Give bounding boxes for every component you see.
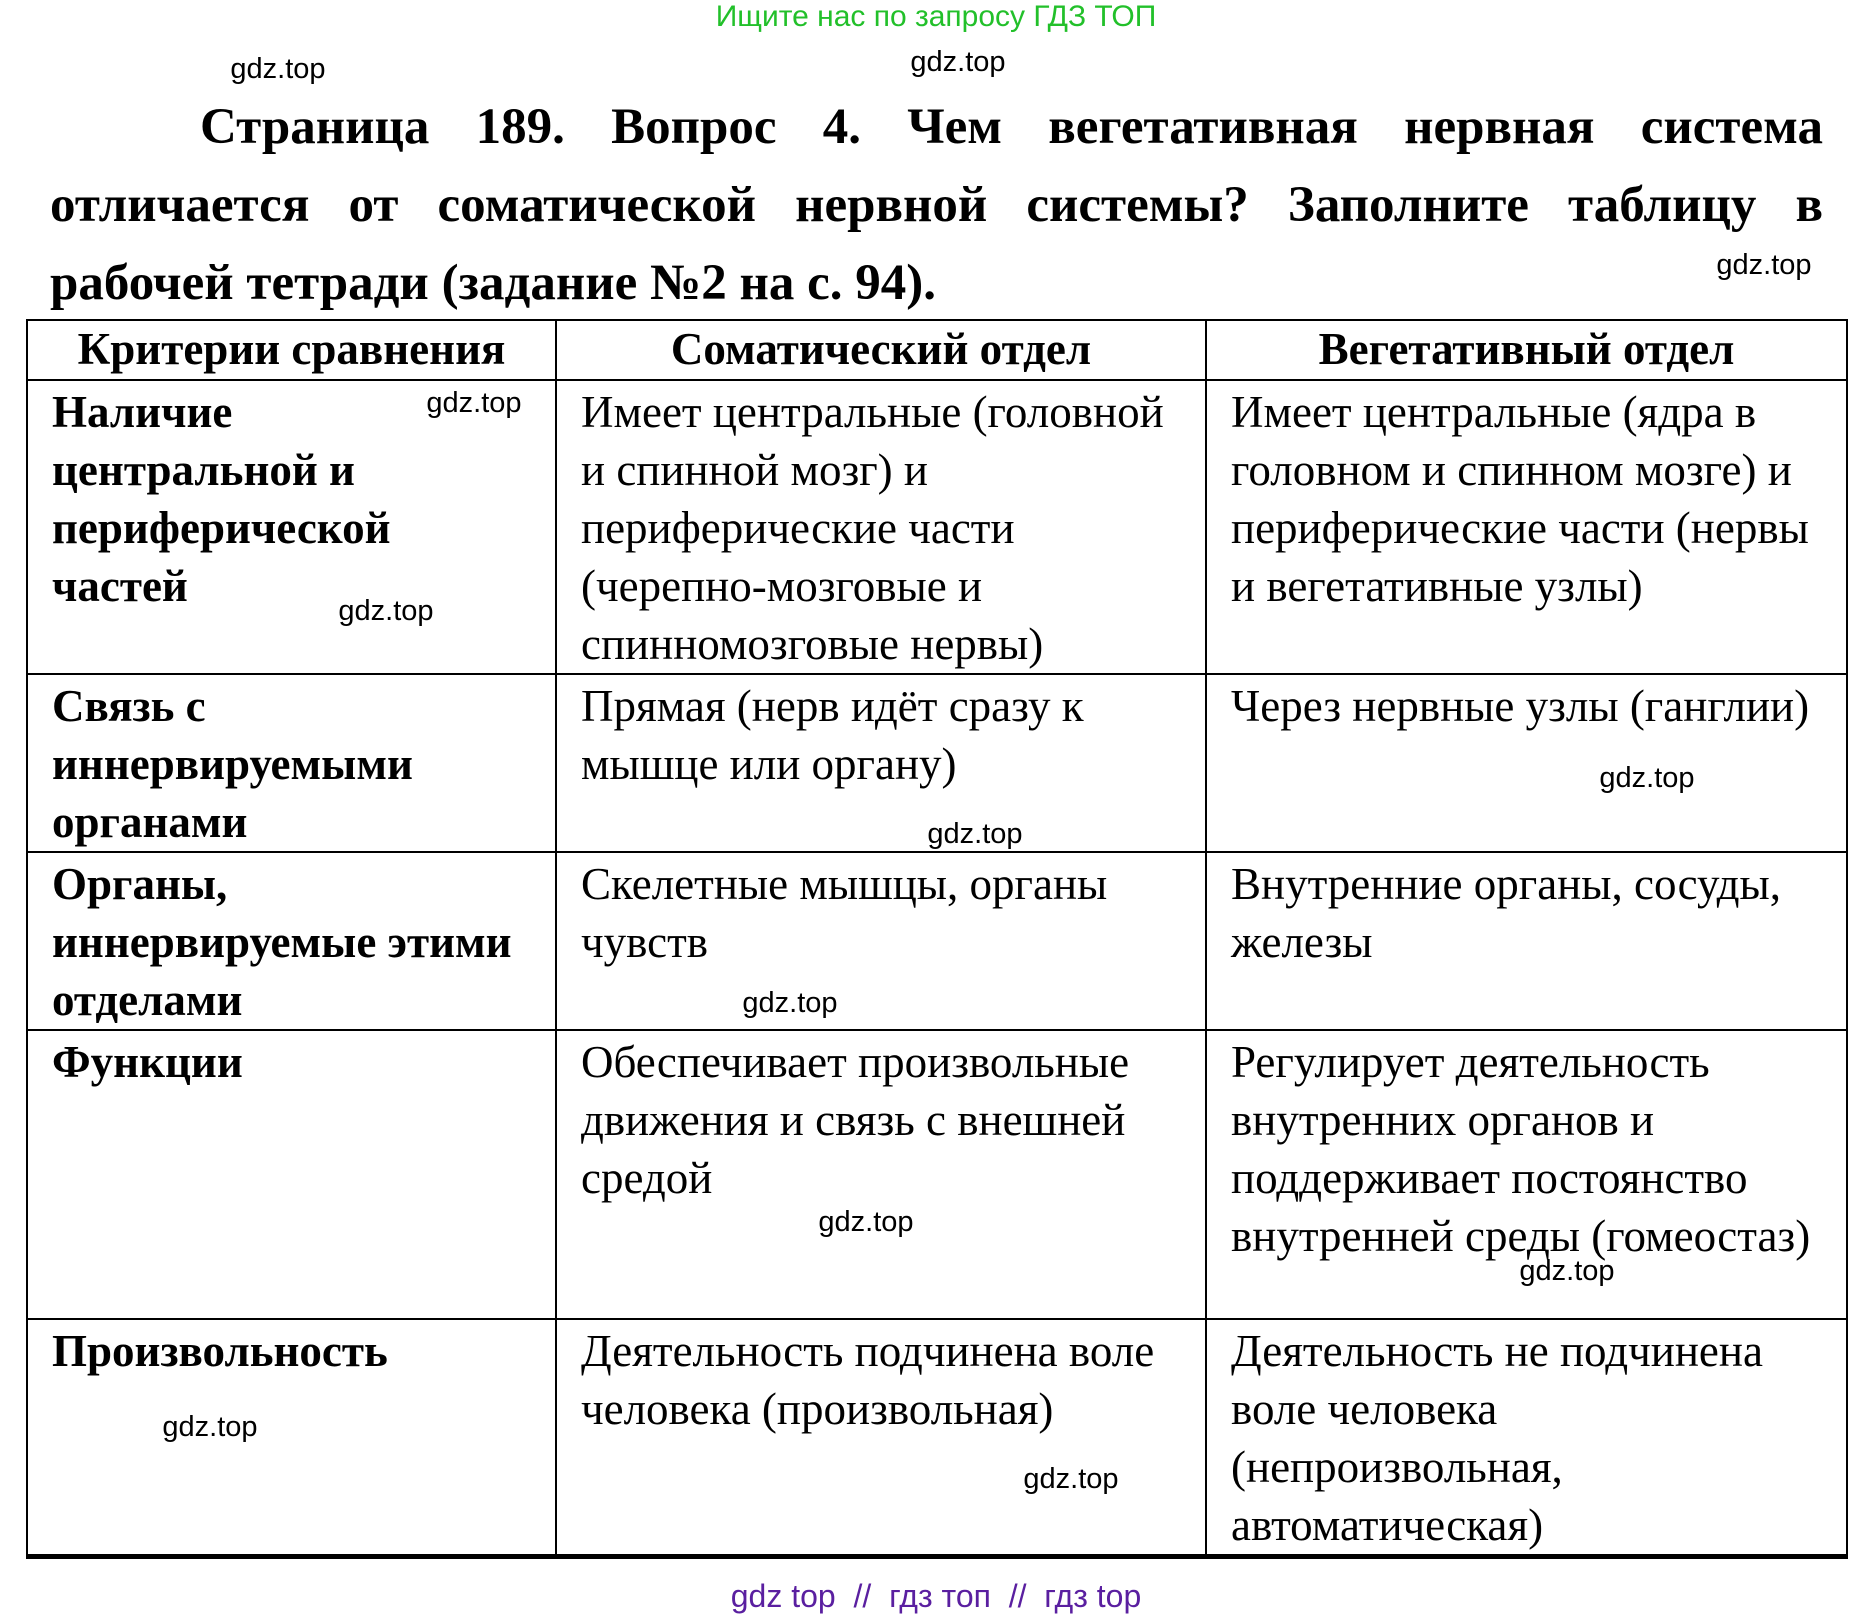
somatic-cell: Обеспечивает произвольные движения и связь с внешней средой	[556, 1030, 1206, 1319]
header-vegetative: Вегетативный отдел	[1206, 320, 1847, 380]
vegetative-cell: Деятельность не подчинена воле человека (непроизвольная, автоматическая)	[1206, 1319, 1847, 1557]
somatic-cell: Прямая (нерв идёт сразу к мышце или органу)	[556, 674, 1206, 852]
table-header-row	[27, 320, 1847, 380]
watermark: gdz.top	[1519, 1255, 1615, 1287]
somatic-cell: Имеет центральные (головной и спинной мозг) и периферические части (черепно-мозговые и спинномозговые нервы)	[556, 380, 1206, 674]
vegetative-cell: Через нервные узлы (ганглии)	[1206, 674, 1847, 852]
watermark: gdz.top	[910, 46, 1006, 78]
header-criteria: Критерии сравнения	[27, 320, 556, 380]
question-title: Страница 189. Вопрос 4. Чем вегетативная нервная система отличается от соматической нервной системы? Заполните таблицу в рабочей тетради (задание №2 на с. 94).	[50, 99, 1823, 311]
vegetative-cell: Имеет центральные (ядра в головном и спинном мозге) и периферические части (нервы и вегетативные узлы)	[1206, 380, 1847, 674]
somatic-cell: Деятельность подчинена воле человека (произвольная)	[556, 1319, 1206, 1557]
criterion-cell: Функции	[27, 1030, 556, 1319]
watermark: gdz.top	[426, 387, 522, 419]
criterion-cell: Органы, иннервируемые этими отделами	[27, 852, 556, 1030]
watermark: gdz.top	[742, 987, 838, 1019]
vegetative-cell: Внутренние органы, сосуды, железы	[1206, 852, 1847, 1030]
watermark: gdz.top	[927, 818, 1023, 850]
watermark: gdz.top	[1716, 249, 1812, 281]
table-row	[27, 1319, 1847, 1557]
watermark: gdz.top	[162, 1411, 258, 1443]
watermark: gdz.top	[338, 595, 434, 627]
criterion-cell: Связь с иннервируемыми органами	[27, 674, 556, 852]
watermark: gdz.top	[1023, 1463, 1119, 1495]
table-row	[27, 852, 1847, 1030]
watermark: gdz.top	[1599, 762, 1695, 794]
footer-link[interactable]: gdz top // гдз топ // гдз top	[730, 1578, 1142, 1614]
criterion-cell: Произвольность	[27, 1319, 556, 1557]
table-row	[27, 380, 1847, 674]
somatic-cell: Скелетные мышцы, органы чувств	[556, 852, 1206, 1030]
watermark: gdz.top	[818, 1206, 914, 1238]
comparison-table	[26, 319, 1848, 1559]
vegetative-cell: Регулирует деятельность внутренних органов и поддерживает постоянство внутренней среды (гомеостаз)	[1206, 1030, 1847, 1319]
header-somatic: Соматический отдел	[556, 320, 1206, 380]
search-hint: Ищите нас по запросу ГДЗ ТОП	[715, 0, 1157, 33]
criterion-cell: Наличие центральной и периферической частей	[27, 380, 556, 674]
watermark: gdz.top	[230, 53, 326, 85]
